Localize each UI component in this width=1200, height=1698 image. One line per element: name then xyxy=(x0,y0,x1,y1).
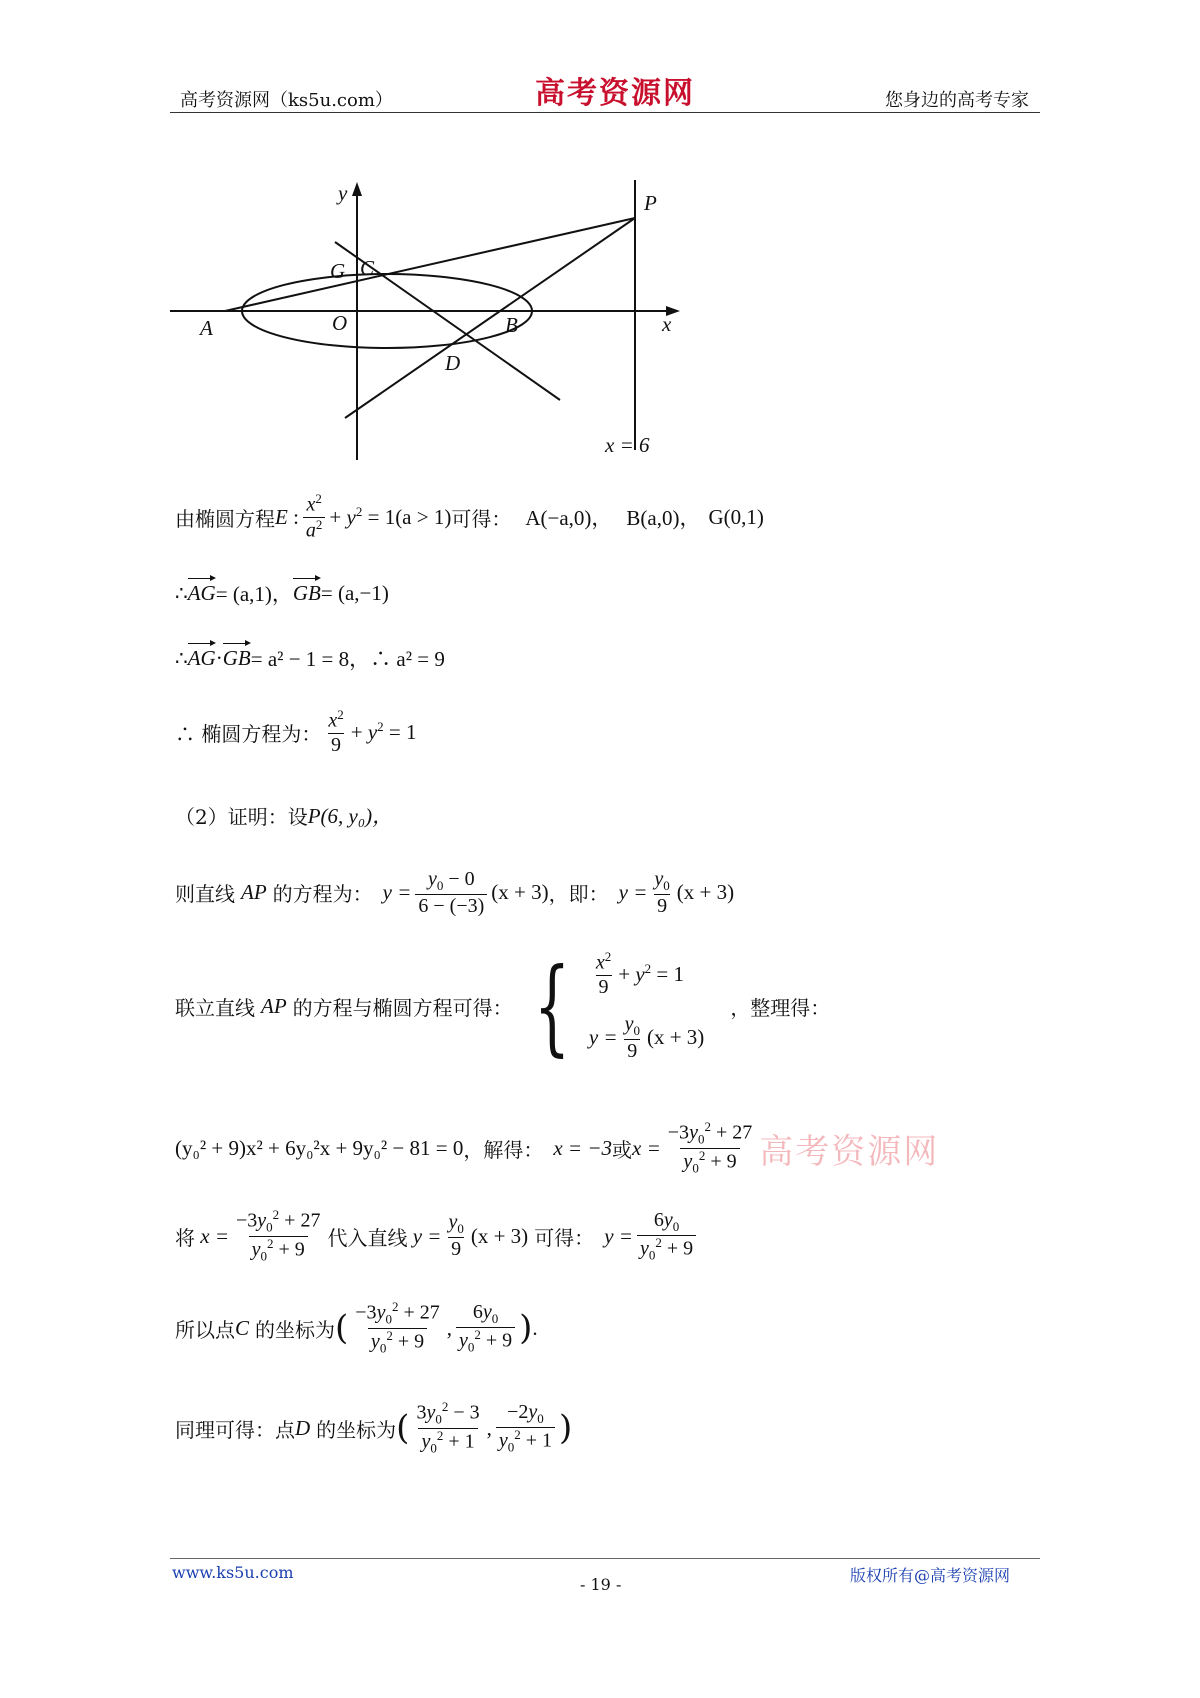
footer-link[interactable]: www.ks5u.com xyxy=(172,1563,294,1582)
label-y: y xyxy=(338,181,348,205)
line-point-C: 所以点 C 的坐标为 ( $\frac{-3y_0^2 + 27}{y_0^2 + 9}$ , $\frac{6y_0}{y_0^2 + 9}$ ) . xyxy=(175,1299,538,1356)
y-axis-arrow xyxy=(352,182,362,196)
label-P: P xyxy=(644,191,657,215)
watermark: 高考资源网 xyxy=(759,1131,940,1172)
label-A: A xyxy=(200,316,213,340)
footer-rule xyxy=(170,1558,1040,1559)
label-line-x6: x = 6 xyxy=(605,433,650,457)
label-C: C xyxy=(360,256,375,280)
line-substitute: 将 x = $\frac{-3y_0^2 + 27}{y_0^2 + 9}$ 代入直线 y = $\frac{y_0}{9}$ (x + 3) 可得： y = $\frac{6y_0}{y_0^2 + 9}$ xyxy=(175,1208,700,1264)
header-right: 您身边的高考专家 xyxy=(885,90,1029,111)
header-logo: 高考资源网 xyxy=(535,76,695,111)
vector-GB: GB xyxy=(292,580,321,605)
page-number: - 19 - xyxy=(580,1575,622,1594)
line-dot-product: ∴ AG · GB = a² − 1 = 8，∴ a² = 9 xyxy=(175,645,445,671)
line-AP xyxy=(225,218,635,311)
line-quadratic: (y₀² + 9)x² + 6y₀²x + 9y₀² − 81 = 0 ，解得： x = −3 或 x = $\frac{-3y_0^2 + 27}{y_0^2 + 9}$ 高考资源网 xyxy=(175,1119,940,1176)
line-system: 联立直线 AP 的方程与椭圆方程可得： { $\frac{x^2}{9}$ + $y^2 = 1$ y = $\frac{y_0}{9}$ (x + 3) ，整理得： xyxy=(175,945,831,1068)
line-AP-equation: 则直线 AP 的方程为： y = $\frac{y_0 - 0}{6 - (-3)}$ (x + 3) ，即： y = $\frac{y_0}{9}$ (x + 3) xyxy=(175,868,735,917)
footer-copyright: 版权所有@高考资源网 xyxy=(850,1566,1011,1585)
line-ellipse-result: ∴ 椭圆方程为： $\frac{x^2}{9}$ + $y^2 = 1$ xyxy=(175,707,417,756)
line-ellipse-eq: 由椭圆方程 E : $\frac{x^2}{a^2}$ + $y^2$ = 1(a > 1) 可得： A(−a,0)， B(a,0)， G(0,1) xyxy=(175,491,764,542)
line-BP xyxy=(345,218,635,418)
header-left: 高考资源网（ks5u.com） xyxy=(180,90,393,111)
line-vectors: ∴ AG = (a,1)， GB = (a,−1) xyxy=(175,580,389,606)
line-part2: （2）证明：设 P(6, y₀)， xyxy=(175,804,394,829)
header-rule xyxy=(170,112,1040,113)
label-B: B xyxy=(505,313,518,337)
equation-system: { $\frac{x^2}{9}$ + $y^2 = 1$ y = $\frac{y_0}{9}$ (x + 3) xyxy=(533,945,705,1068)
label-D: D xyxy=(445,351,461,375)
vector-AG: AG xyxy=(187,580,216,605)
label-O: O xyxy=(332,311,348,335)
label-x: x xyxy=(662,312,672,336)
ellipse-figure xyxy=(160,170,720,470)
line-point-D: 同理可得：点 D 的坐标为 ( $\frac{3y_0^2 - 3}{y_0^2 + 1}$ , $\frac{-2y_0}{y_0^2 + 1}$ ) xyxy=(175,1399,573,1456)
label-G: G xyxy=(330,259,346,283)
